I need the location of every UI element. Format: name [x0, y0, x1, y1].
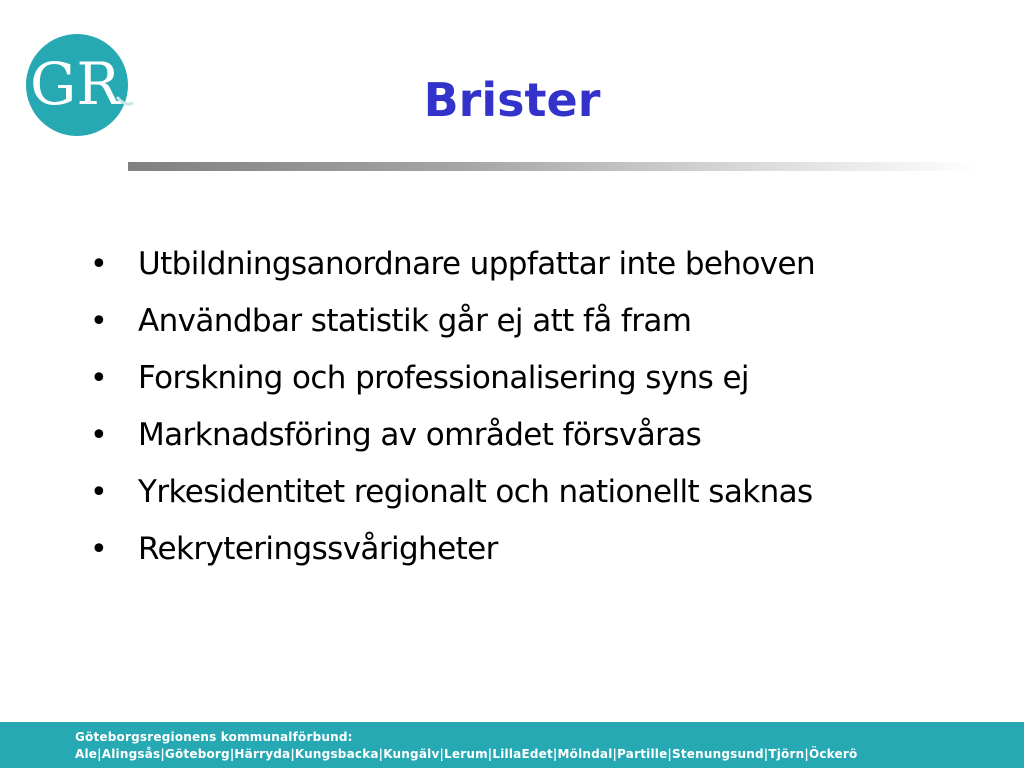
bullet-icon: • — [90, 361, 108, 396]
bullet-text: Marknadsföring av området försvåras — [138, 417, 702, 453]
list-item — [90, 236, 990, 293]
bullet-icon: • — [90, 418, 108, 453]
list-item — [90, 350, 990, 407]
bullet-icon: • — [90, 532, 108, 567]
bullet-text: Användbar statistik går ej att få fram — [138, 303, 692, 339]
footer-organization: Göteborgsregionens kommunalförbund: — [75, 730, 353, 744]
bullet-icon: • — [90, 247, 108, 282]
list-item — [90, 293, 990, 350]
footer-municipalities: Ale|Alingsås|Göteborg|Härryda|Kungsbacka|Kungälv|Lerum|LillaEdet|Mölndal|Partille|Stenungsund|Tjörn|Öckerö — [75, 747, 858, 761]
bullet-text: Yrkesidentitet regionalt och nationellt saknas — [138, 474, 813, 510]
slide-title: Brister — [423, 73, 601, 127]
footer-bar — [0, 722, 1024, 768]
bullet-text: Utbildningsanordnare uppfattar inte behoven — [138, 246, 816, 282]
bullet-icon: • — [90, 304, 108, 339]
bullet-text: Rekryteringssvårigheter — [138, 531, 498, 567]
list-item — [90, 407, 990, 464]
list-item — [90, 464, 990, 521]
title-divider — [128, 162, 978, 171]
bullet-text: Forskning och professionalisering syns ej — [138, 360, 749, 396]
list-item — [90, 521, 990, 578]
gr-logo-lettering: GR — [29, 50, 121, 118]
bullet-list — [90, 236, 990, 578]
bullet-icon: • — [90, 475, 108, 510]
